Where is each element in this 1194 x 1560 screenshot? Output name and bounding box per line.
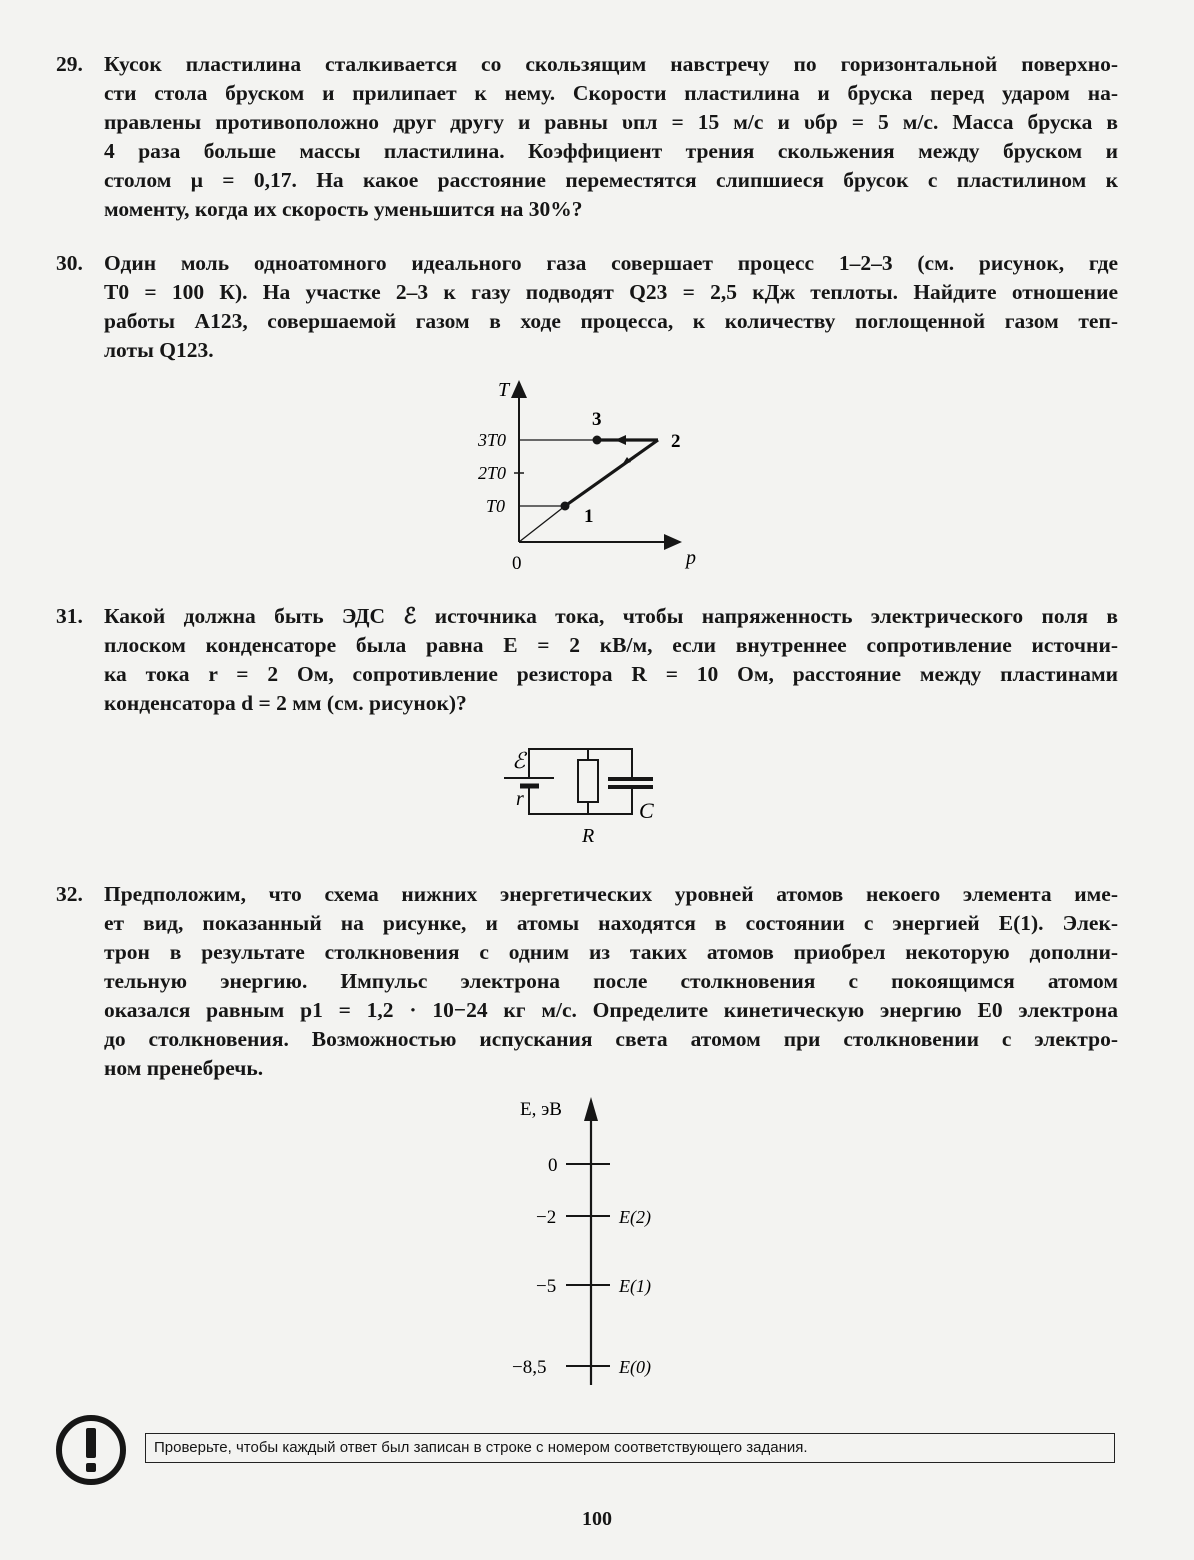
problem-line: тельную энергию. Импульс электрона после столкновения с покоящимся атомом [104, 969, 1118, 993]
problem-line: столом μ = 0,17. На какое расстояние переместятся слипшиеся брусок с пластилином к [104, 168, 1118, 192]
problem-number: 29. [56, 52, 83, 76]
origin-guide [519, 506, 565, 542]
problem-line: плоском конденсаторе была равна E = 2 кВ/м, если внутреннее сопротивление источни- [104, 633, 1118, 657]
problem-line: Предположим, что схема нижних энергетических уровней атомов некоего элемента име- [104, 882, 1118, 906]
figure-30-tp-diagram [470, 372, 710, 582]
level-label-e0: E(0) [619, 1357, 651, 1377]
energy-axis-label: E, эВ [520, 1099, 562, 1120]
problem-line: Какой должна быть ЭДС ℰ источника тока, чтобы напряженность электрического поля в [104, 604, 1118, 628]
problem-text [104, 50, 1118, 224]
problem-line: ка тока r = 2 Ом, сопротивление резистора R = 10 Ом, расстояние между пластинами [104, 662, 1118, 686]
problem-29 [56, 50, 1118, 224]
arrow-2-3 [615, 435, 626, 445]
resistor [578, 760, 598, 802]
tick-label-t0: T0 [486, 496, 506, 516]
level-value-e1: −5 [536, 1276, 557, 1297]
origin-label: 0 [512, 553, 522, 574]
tick-label-2t0: 2T0 [478, 463, 507, 483]
figure-31-circuit [496, 738, 672, 850]
point-1 [561, 502, 570, 511]
problem-line: оказался равным p1 = 1,2 · 10−24 кг м/с. Определите кинетическую энергию E0 электрона [104, 998, 1118, 1022]
wire-top [529, 749, 632, 779]
page-number: 100 [582, 1508, 612, 1530]
exclamation-icon [54, 1413, 128, 1487]
problem-number: 30. [56, 251, 83, 275]
answer-check-notice: Проверьте, чтобы каждый ответ был записан в строке с номером соответствующего задания. [145, 1433, 1115, 1463]
problem-line: лоты Q123. [104, 338, 214, 362]
problem-line: работы A123, совершаемой газом в ходе процесса, к количеству поглощенной газом теп- [104, 309, 1118, 333]
point-1-label: 1 [584, 506, 594, 527]
problem-line: трон в результате столкновения с одним из таких атомов приобрел некоторую дополни- [104, 940, 1118, 964]
problem-number: 32. [56, 882, 83, 906]
problem-text [104, 880, 1118, 1083]
problem-line: ном пренебречь. [104, 1056, 264, 1080]
wire-bottom [529, 786, 632, 814]
problem-line: Кусок пластилина сталкивается со скользящим навстречу по горизонтальной поверхно- [104, 52, 1118, 76]
problem-line: 4 раза больше массы пластилина. Коэффициент трения скольжения между бруском и [104, 139, 1118, 163]
p-axis-label: p [686, 547, 696, 569]
problem-30 [56, 249, 1118, 365]
problem-line: ет вид, показанный на рисунке, и атомы находятся в состоянии с энергией E(1). Элек- [104, 911, 1118, 935]
problem-number: 31. [56, 604, 83, 628]
tick-label-3t0: 3T0 [478, 430, 507, 450]
problem-text [104, 602, 1118, 718]
problem-line: сти стола бруском и прилипает к нему. Скорости пластилина и бруска перед ударом на- [104, 81, 1118, 105]
point-2-label: 2 [671, 431, 681, 452]
C-label: C [639, 798, 654, 823]
problem-line: правлены противоположно друг другу и равны υпл = 15 м/с и υбр = 5 м/с. Масса бруска в [104, 110, 1118, 134]
process-1-2 [565, 440, 658, 506]
level-label-e1: E(1) [619, 1276, 651, 1296]
problem-line: T0 = 100 К). На участке 2–3 к газу подводят Q23 = 2,5 кДж теплоты. Найдите отношение [104, 280, 1118, 304]
problem-32 [56, 880, 1118, 1083]
level-value-e0: −8,5 [512, 1357, 547, 1378]
figure-32-energy-levels [500, 1095, 690, 1395]
energy-axis-arrow [584, 1097, 598, 1121]
problem-31 [56, 602, 1118, 718]
emf-label: ℰ [512, 748, 526, 773]
point-3 [593, 436, 602, 445]
problem-line: до столкновения. Возможностью испускания света атомом при столкновении с электро- [104, 1027, 1118, 1051]
level-value-e2: −2 [536, 1207, 557, 1228]
problem-line: моменту, когда их скорость уменьшится на 30%? [104, 197, 583, 221]
problem-line: Один моль одноатомного идеального газа совершает процесс 1–2–3 (см. рисунок, где [104, 251, 1118, 275]
R-label: R [582, 825, 595, 847]
level-label-e2: E(2) [619, 1207, 651, 1227]
r-label: r [516, 788, 524, 810]
point-3-label: 3 [592, 409, 602, 430]
level-value-0: 0 [548, 1155, 558, 1176]
t-axis-label: T [498, 379, 510, 401]
problem-line: конденсатора d = 2 мм (см. рисунок)? [104, 691, 467, 715]
problem-text [104, 249, 1118, 365]
